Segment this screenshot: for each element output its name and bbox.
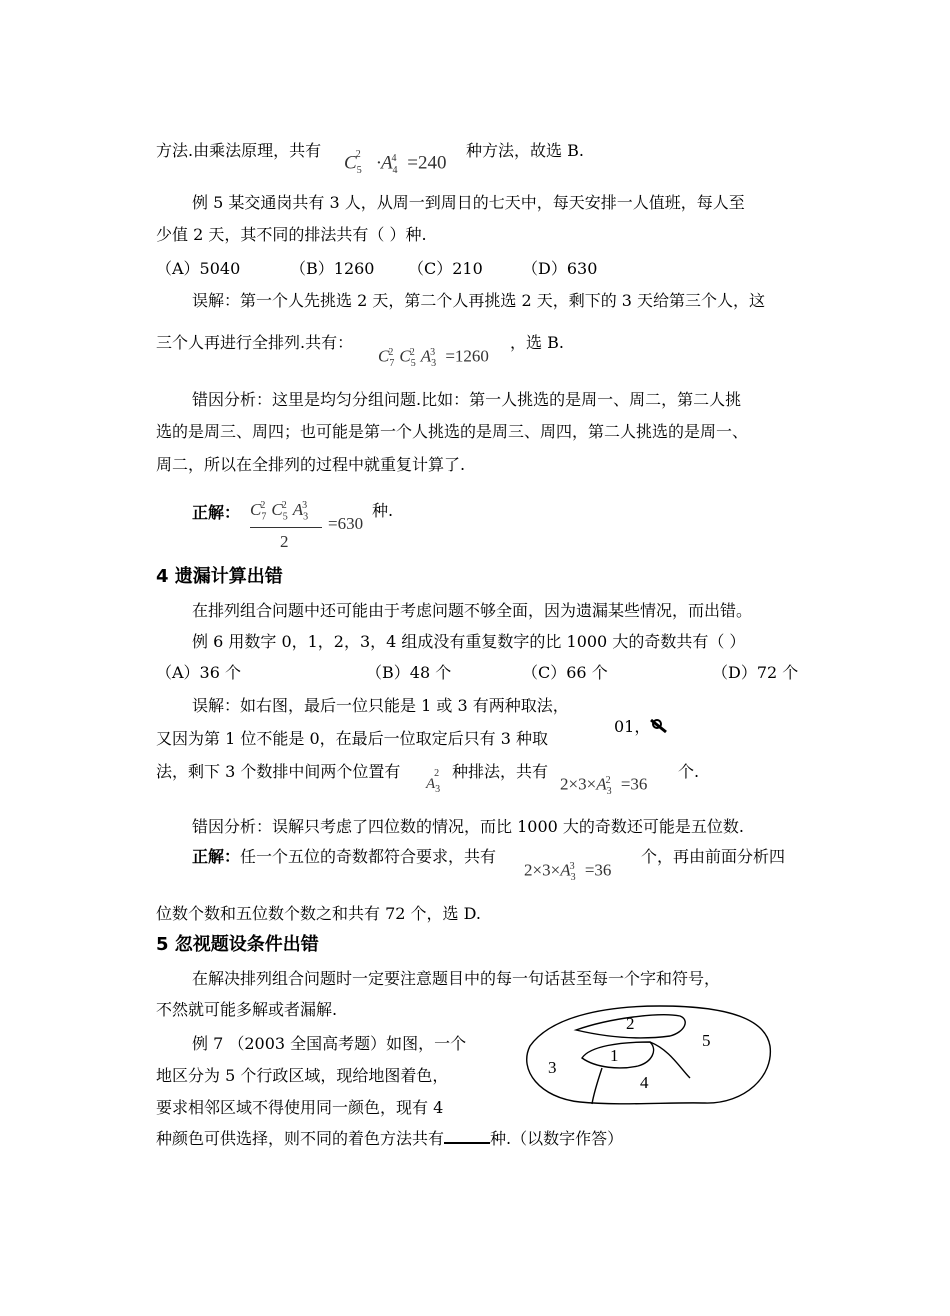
- option-d: （D）630: [522, 259, 598, 278]
- wrong-solution-6-line-1: 误解：如右图，最后一位只能是 1 或 3 有两种取法，: [192, 696, 569, 715]
- example-5-line-1: 例 5 某交通岗共有 3 人，从周一到周日的七天中，每天安排一人值班，每人至: [192, 193, 745, 212]
- option-a: （A）36 个: [156, 663, 242, 682]
- answer-blank: [444, 1128, 490, 1144]
- region-label-1: 1: [610, 1046, 619, 1065]
- wrong-solution-5-line-1: 误解：第一个人先挑选 2 天，第二个人再挑选 2 天，剩下的 3 天给第三个人，这: [192, 291, 766, 310]
- analysis-6: 错因分析：误解只考虑了四位数的情况，而比 1000 大的奇数还可能是五位数.: [192, 817, 744, 836]
- formula-c52-a44: $C_5^2 \cdot A_4^4 =240$: [344, 149, 447, 177]
- correct-solution-6-line-2: 位数个数和五位数个数之和共有 72 个，选 D.: [156, 904, 481, 923]
- correct-solution-6-line-1: 正解：任一个五位的奇数都符合要求，共有: [192, 847, 497, 866]
- option-a: （A）5040: [156, 259, 241, 278]
- correct-solution-6-tail: 个，再由前面分析四: [641, 847, 786, 866]
- correct-solution-5-tail: 种.: [372, 501, 394, 520]
- wrong-solution-6-line-2: 又因为第 1 位不能是 0，在最后一位取定后只有 3 种取: [156, 729, 548, 748]
- figure-6-label: 01，: [614, 717, 651, 736]
- formula-fraction-630: $C_7^2$ $C_5^2$ $A_3^3$ 2 =630: [250, 500, 364, 551]
- section-heading-4: 4 遗漏计算出错: [156, 566, 283, 587]
- example-7-line-3: 要求相邻区域不得使用同一颜色，现有 4: [156, 1098, 444, 1117]
- region-labels: [510, 998, 776, 1110]
- wrong-solution-6-line-3c: 个.: [678, 762, 700, 781]
- pen-icon: [648, 716, 672, 736]
- analysis-5-line-3: 周二，所以在全排列的过程中就重复计算了.: [156, 455, 466, 474]
- example-7-line-2: 地区分为 5 个行政区域，现给地图着色，: [156, 1066, 449, 1085]
- option-d: （D）72 个: [712, 663, 799, 682]
- analysis-5-line-1: 错因分析：这里是均匀分组问题.比如：第一人挑选的是周一、周二，第二人挑: [192, 390, 742, 409]
- region-label-3: 3: [548, 1058, 557, 1077]
- analysis-5-line-2: 选的是周三、周四；也可能是第一个人挑选的是周三、周四，第二人挑选的是周一、: [156, 422, 749, 441]
- example-7-line-4: 种颜色可供选择，则不同的着色方法共有 种.（以数字作答）: [156, 1129, 624, 1148]
- text-line: 种方法，故选 B.: [466, 141, 584, 160]
- wrong-solution-6-line-3b: 种排法，共有: [452, 762, 549, 781]
- wrong-solution-5-line-2a: 三个人再进行全排列.共有：: [156, 333, 354, 352]
- wrong-solution-5-line-2b: ，选 B.: [510, 333, 564, 352]
- formula-a32: $A_3^2$: [426, 768, 441, 795]
- section-heading-5: 5 忽视题设条件出错: [156, 934, 319, 955]
- formula-2x3xa32: $2\times 3\times A_3^2 =36$: [560, 774, 648, 798]
- section-5-intro-line-2: 不然就可能多解或者漏解.: [156, 1000, 338, 1019]
- section-5-intro-line-1: 在解决排列组合问题时一定要注意题目中的每一句话甚至每一个字和符号，: [192, 969, 721, 988]
- example-5-line-2: 少值 2 天，其不同的排法共有（ ）种.: [156, 225, 427, 244]
- option-b: （B）48 个: [366, 663, 452, 682]
- option-c: （C）66 个: [522, 663, 608, 682]
- formula-c72c52a33: $C_7^2$ $C_5^2$ $A_3^3 =1260$: [378, 346, 489, 370]
- region-label-2: 2: [626, 1014, 635, 1033]
- region-label-4: 4: [640, 1073, 649, 1092]
- text-line: 方法.由乘法原理，共有: [156, 141, 322, 160]
- example-7-line-1: 例 7 （2003 全国高考题）如图，一个: [192, 1034, 467, 1053]
- correct-solution-5-label: 正解：: [192, 503, 241, 522]
- region-label-5: 5: [702, 1031, 711, 1050]
- section-4-intro: 在排列组合问题中还可能由于考虑问题不够全面，因为遗漏某些情况，而出错。: [192, 601, 753, 620]
- example-6-line-1: 例 6 用数字 0，1，2，3，4 组成没有重复数字的比 1000 大的奇数共有（ ）: [192, 632, 746, 651]
- wrong-solution-6-line-3a: 法，剩下 3 个数排中间两个位置有: [156, 762, 401, 781]
- option-c: （C）210: [408, 259, 483, 278]
- formula-2x3xa33: $2\times 3\times A_3^3 =36$: [524, 860, 612, 884]
- option-b: （B）1260: [290, 259, 375, 278]
